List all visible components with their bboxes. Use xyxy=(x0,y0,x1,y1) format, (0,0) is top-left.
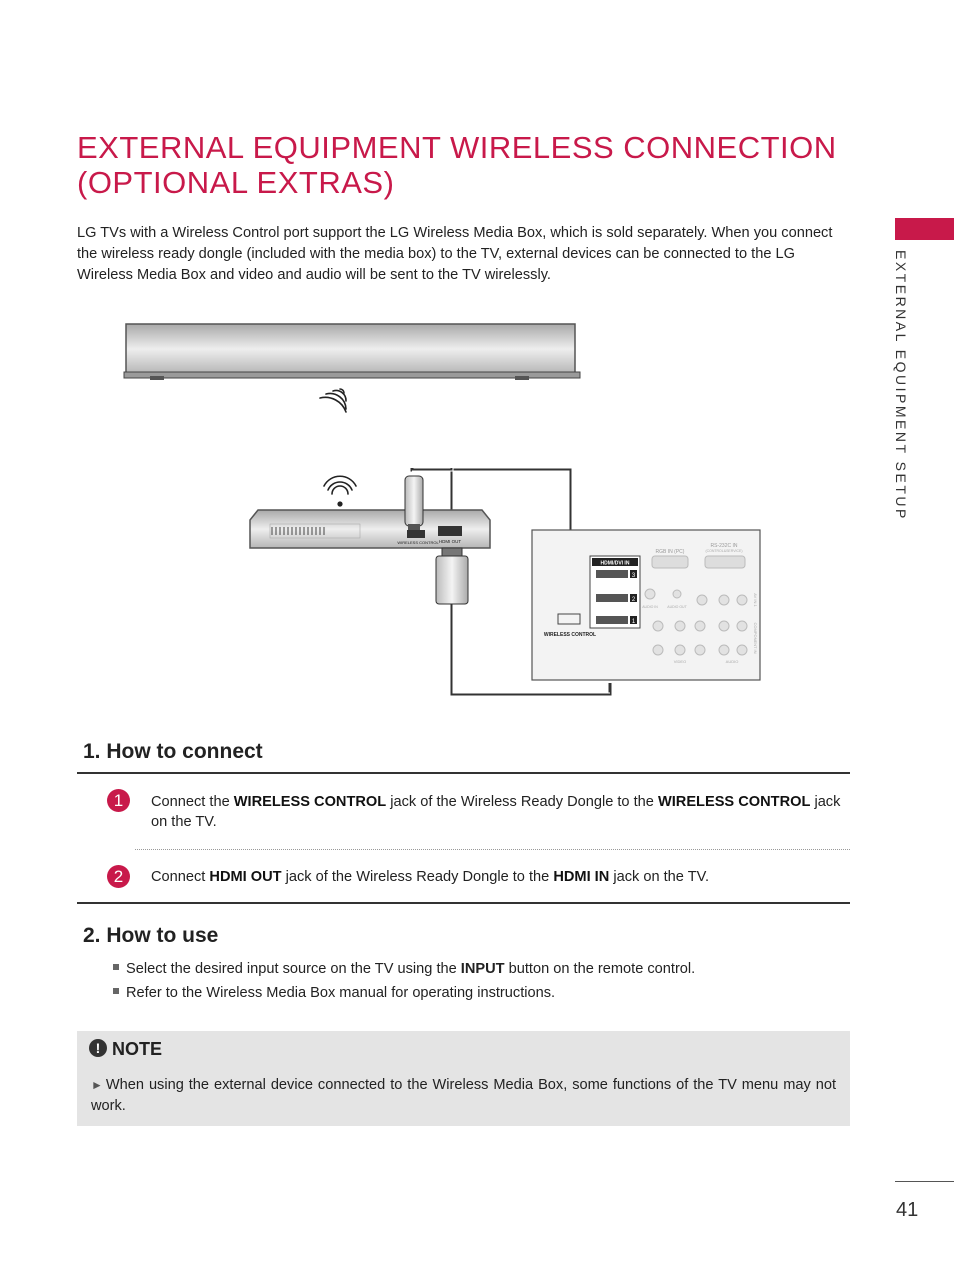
panel-wireless-label: WIRELESS CONTROL xyxy=(543,632,597,638)
panel-audio-in-label: AUDIO IN xyxy=(642,605,658,609)
page-number: 41 xyxy=(896,1199,919,1221)
wireless-media-box xyxy=(124,324,580,380)
page-number-rule xyxy=(895,1181,954,1182)
wireless-plug-top xyxy=(405,476,423,530)
section-label: EXTERNAL EQUIPMENT SETUP xyxy=(893,250,909,521)
step-1-text: Connect the WIRELESS CONTROL jack of the Wireless Ready Dongle to the WIRELESS CONTROL jack on the TV. xyxy=(151,794,841,830)
dongle-hdmi-label: HDMI OUT xyxy=(438,539,462,544)
arrow-right-icon: ► xyxy=(91,1078,103,1092)
step-2-text: Connect HDMI OUT jack of the Wireless Ready Dongle to the HDMI IN jack on the TV. xyxy=(151,869,710,885)
panel-rs232-label: RS-232C IN xyxy=(710,543,738,549)
panel-audio-label: AUDIO xyxy=(725,659,739,664)
hdmi-port-3: 3 xyxy=(631,573,636,579)
how-to-use-heading: 2. How to use xyxy=(83,924,219,947)
section-rule-bottom xyxy=(77,902,850,904)
section-tab xyxy=(895,218,954,240)
panel-av-in-label: AV IN 1 xyxy=(753,593,758,607)
wifi-signal-icon xyxy=(320,389,346,412)
page-title xyxy=(77,130,837,200)
step-divider xyxy=(135,849,850,850)
step-2-badge: 2 xyxy=(107,865,130,888)
bullet-square-icon xyxy=(113,988,119,994)
intro-paragraph: LG TVs with a Wireless Control port support the LG Wireless Media Box, which is sold separately. When you connect the wireless ready dongle (included with the media box) to the TV, external devices can be connected to the LG Wireless Media Box and video and audio will be sent to the TV wirelessly. xyxy=(77,225,833,283)
step-1-badge: 1 xyxy=(107,789,130,812)
dongle-wifi-icon xyxy=(324,476,356,506)
dongle-wireless-label: WIRELESS CONTROL xyxy=(397,540,439,545)
title-line-2: (OPTIONAL EXTRAS) xyxy=(77,165,395,200)
note-box xyxy=(77,1031,850,1126)
wireless-ready-dongle xyxy=(250,510,490,548)
connection-diagram xyxy=(120,318,765,708)
panel-component-label: COMPONENT IN xyxy=(753,622,758,654)
hdmi-port-2: 2 xyxy=(631,597,636,603)
exclamation-icon: ! xyxy=(89,1039,107,1057)
tv-back-panel xyxy=(532,530,760,680)
bullet-1: Select the desired input source on the TV using the INPUT button on the remote control. xyxy=(113,959,833,979)
note-text: ► When using the external device connected to the Wireless Media Box, some functions of the TV menu may not work. xyxy=(91,1077,836,1114)
panel-video-label: VIDEO xyxy=(673,659,687,664)
how-to-connect-heading: 1. How to connect xyxy=(83,740,263,763)
note-title: NOTE xyxy=(112,1039,163,1059)
section-rule-top xyxy=(77,772,850,774)
bullet-square-icon xyxy=(113,964,119,970)
hdmi-port-1: 1 xyxy=(631,619,636,625)
panel-hdmi-label: HDMI/DVI IN xyxy=(600,560,630,567)
bullet-2: Refer to the Wireless Media Box manual for operating instructions. xyxy=(113,983,833,1003)
title-line-1: EXTERNAL EQUIPMENT WIRELESS CONNECTION xyxy=(77,130,837,165)
panel-audio-out-label: AUDIO OUT xyxy=(667,605,687,609)
panel-rs232-sub-label: (CONTROL&SERVICE) xyxy=(705,549,743,553)
hdmi-plug-top xyxy=(436,548,468,604)
panel-rgb-label: RGB IN (PC) xyxy=(655,549,685,555)
